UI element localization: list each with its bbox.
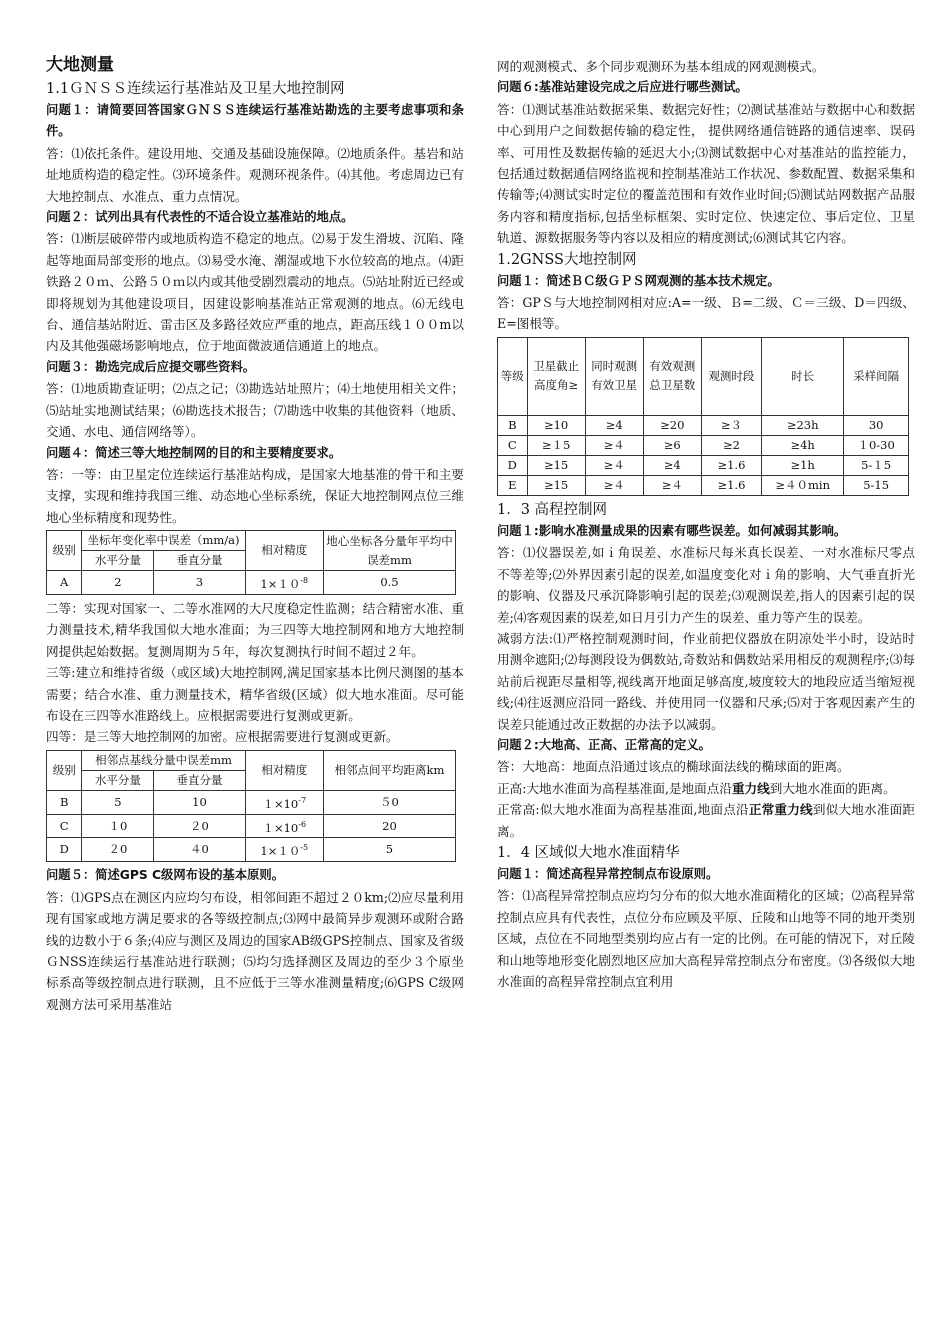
section-heading-1-2: 1.2GNSS大地控制网 — [497, 251, 637, 268]
table-cell: ≥1h — [762, 455, 844, 475]
table-cell: 10 — [154, 790, 245, 814]
baseline-accuracy-table — [46, 750, 456, 862]
text-span: 到大地水准面的距离。 — [769, 780, 896, 796]
question-7: 问题１：简述ＢＣ级ＧＰＳ网观测的基本技术规定。 — [497, 273, 780, 288]
table-cell: C — [47, 814, 82, 838]
question-5: 问题５：简述GPS C级网布设的基本原则。 — [46, 868, 285, 883]
section-heading-1-3: 1．3 高程控制网 — [497, 501, 608, 518]
document-title: 大地测量 — [46, 55, 114, 75]
table-cell: ≥４ — [643, 475, 701, 495]
answer-4-first-order: 答：一等：由卫星定位连续运行基准站构成，是国家大地基准的骨干和主要支撑，实现和维持我国三维、动态地心坐标系统，保证大地控制网点位三维地心坐标精度和现势性。 — [46, 466, 464, 525]
rel-exp: -6 — [298, 819, 307, 829]
gps-observation-table — [497, 337, 909, 496]
answer-5-continued: 网的观测模式、多个同步观测环为基本组成的网观测模式。 — [497, 59, 825, 74]
table-cell: E — [498, 475, 528, 495]
answer-3: 答：⑴地质勘查证明；⑵点之记；⑶勘选站址照片；⑷土地使用相关文件；⑸站址实地测试结果；⑹勘选技术报告；⑺勘选中收集的其他资料（地质、交通、水电、通信网络等）。 — [46, 381, 464, 440]
table-header-distance: 相邻点间平均距离km — [323, 750, 455, 790]
table-cell: B — [498, 415, 528, 435]
text-span: 正常高:似大地水准面为高程基准面,地面点沿 — [497, 802, 749, 818]
table-cell — [245, 838, 323, 862]
table-cell: ≥4h — [762, 435, 844, 455]
table-header-interval: 采样间隔 — [844, 337, 909, 415]
table-row — [47, 790, 456, 814]
table-cell: B — [47, 790, 82, 814]
table-header-coord-rate: 坐标年变化率中误差（mm/a) — [82, 531, 245, 551]
table-header-vertical: 垂直分量 — [154, 551, 245, 571]
rel-base: 1×１０ — [260, 844, 301, 859]
table-cell: C — [498, 435, 528, 455]
table-row — [47, 838, 456, 862]
question-3: 问题３：勘选完成后应提交哪些资料。 — [46, 359, 256, 374]
answer-4-fourth-order: 四等：是三等大地控制网的加密。应根据需要进行复测或更新。 — [46, 729, 399, 745]
table-cell: ≥1.6 — [701, 455, 761, 475]
table-cell — [245, 790, 323, 814]
left-column — [46, 52, 464, 1015]
table-cell: ≥10 — [527, 415, 585, 435]
table-cell: ２0 — [154, 814, 245, 838]
rel-base: １×10 — [262, 796, 299, 811]
table-row — [498, 415, 909, 435]
table-cell: ≥15 — [527, 455, 585, 475]
answer-5: 答：⑴GPS点在测区内应均匀布设，相邻间距不超过２０km;⑵应尽量利用现有国家或地方满足要求的各等级控制点;⑶网中最简异步观测环或附合路线的边数小于６条;⑷应与测区及周边的国家AB级GPS控制点、国家及省级ＧNSS连续运行基准站进行联测；⑸均匀选择测区及周边的至少３个原坐标系高等级控制点进行联测，且不应低于三等水准测量精度;⑹GPS C级网观测方法可采用基准站 — [46, 889, 464, 1012]
table-header-baseline: 相邻点基线分量中误差mm — [82, 750, 245, 770]
table-header-relative-accuracy: 相对精度 — [245, 750, 323, 790]
first-order-accuracy-table — [46, 530, 456, 595]
table-cell: 3 — [154, 571, 245, 595]
table-cell: 30 — [844, 415, 909, 435]
table-cell: １0-30 — [844, 435, 909, 455]
table-header-total-sats: 有效观测总卫星数 — [643, 337, 701, 415]
table-cell: ≥6 — [643, 435, 701, 455]
table-cell: ５0 — [323, 790, 455, 814]
question-1: 问题１：请简要回答国家ＧＮＳＳ连续运行基准站勘选的主要考虑事项和条件。 — [46, 103, 464, 139]
table-cell: 5 — [323, 838, 455, 862]
table-cell: 5-15 — [844, 475, 909, 495]
question-10: 问题１：简述高程异常控制点布设原则。 — [497, 866, 719, 881]
answer-8-errors: 答：⑴仪器误差,如ｉ角误差、水准标尺每米真长误差、一对水准标尺零点不等差等;⑵外界因素引起的误差,如温度变化对ｉ角的影响、大气垂直折光的影响、仪器及尺承沉降影响引起的误差;⑶观测误差,指人的因素引起的误差;⑷客观因素的误差,如日月引力产生的误差、重力等产生的误差。 — [497, 545, 915, 625]
table-cell: ≥23h — [762, 415, 844, 435]
table-row — [498, 455, 909, 475]
question-4: 问题４：简述三等大地控制网的目的和主要精度要求。 — [46, 445, 342, 460]
answer-10: 答：⑴高程异常控制点应均匀分布的似大地水准面精化的区域；⑵高程异常控制点应具有代表性，点位分布应顾及平原、丘陵和山地等不同的地开类别区域，点位在不同地型类别均应占有一定的比例。在可能的情况下，对丘陵和山地等地形变化剧烈地区应加大高程异常控制点分布密度。⑶各级似大地水准面的高程异常控制点宜利用 — [497, 888, 915, 989]
table-cell: ≥１5 — [527, 435, 585, 455]
table-cell: 0.5 — [323, 571, 455, 595]
answer-9-normal-height — [497, 799, 915, 842]
question-8: 问题１:影响水准测量成果的因素有哪些误差。如何减弱其影响。 — [497, 523, 847, 538]
table-row — [498, 475, 909, 495]
table-header-level: 级别 — [47, 531, 82, 571]
table-cell: ≥2 — [701, 435, 761, 455]
bold-term: 正常重力线 — [748, 802, 813, 818]
table-cell: D — [498, 455, 528, 475]
text-span: 正高:大地水准面为高程基准面,是地面点沿 — [497, 780, 732, 796]
table-cell: ≥4 — [643, 455, 701, 475]
text-span: 到似大地水准面距离。 — [497, 802, 916, 839]
answer-8-methods: 减弱方法:⑴严格控制观测时间，作业前把仪器放在阴凉处半小时，设站时用测伞遮阳;⑵每测段设为偶数站,奇数站和偶数站采用相反的观测程序;⑶每站前后视距尽量相等,视线离开地面足够高度,坡度较大的地段应适当缩短视线;⑷往返测应沿同一路线、并使用同一仪器和尺承;⑸对于客观因素产生的误差只能通过改正数据的办法予以减弱。 — [497, 630, 915, 732]
answer-9-orthometric-height — [497, 778, 915, 799]
table-header-sessions: 观测时段 — [701, 337, 761, 415]
table-cell: ≥1.6 — [701, 475, 761, 495]
answer-2: 答：⑴断层破碎带内或地质构造不稳定的地点。⑵易于发生滑坡、沉陷、隆起等地面局部变形的地点。⑶易受水淹、潮湿或地下水位较高的地点。⑷距铁路２０ｍ、公路５０ｍ以内或其他受剧烈震动的地点。⑸站址附近已经或即将规划为其他建设项目，因建设影响基准站正常观测的地点。⑹无线电台、通信基站附近、雷击区及多路径效应严重的地点，距高压线１００m以内及其他强磁场影响地点，位于地面微波通信通道上的地点。 — [46, 231, 464, 354]
section-heading-1-4: 1．4 区域似大地水准面精华 — [497, 844, 680, 861]
rel-base: １×10 — [262, 820, 299, 835]
rel-exp: -8 — [300, 576, 309, 586]
table-header-level: 级别 — [47, 750, 82, 790]
question-2: 问题２：试列出具有代表性的不适合设立基准站的地点。 — [46, 210, 354, 225]
right-column — [497, 56, 915, 992]
answer-1: 答：⑴依托条件。建设用地、交通及基础设施保障。⑵地质条件。基岩和站址地质构造的稳定性。⑶环境条件。观测环视条件。⑷其他。考虑周边已有大地控制点、水准点、重力点情况。 — [46, 145, 464, 204]
answer-4-third-order: 三等:建立和维持省级（或区域)大地控制网,满足国家基本比例尺测图的基本需要；结合水准、重力测量技术，精华省级(区域）似大地水准面。尽可能布设在三四等水准路线上。应根据需要进行复测或更新。 — [46, 665, 464, 723]
table-cell: ≥４ — [585, 455, 643, 475]
rel-exp: -5 — [300, 843, 309, 853]
table-header-relative-accuracy: 相对精度 — [245, 531, 323, 571]
table-header-sim-sats: 同时观测有效卫星 — [585, 337, 643, 415]
answer-4-second-order: 二等：实现对国家一、二等水准网的大尺度稳定性监测；结合精密水准、重力测量技术,精华我国似大地水准面；为三四等大地控制网和地方大地控制网提供起始数据。复测周期为５年，每次复测执行时间不超过２年。 — [46, 600, 464, 659]
section-heading-1-1: 1.1ＧＮＳＳ连续运行基准站及卫星大地控制网 — [46, 81, 345, 97]
table-cell: 2 — [82, 571, 154, 595]
table-cell: 20 — [323, 814, 455, 838]
table-header-geocentric: 地心坐标各分量年平均中误差mm — [323, 531, 455, 571]
table-row — [47, 571, 456, 595]
table-header-cutoff: 卫星截止高度角≥ — [527, 337, 585, 415]
question-6: 问题６:基准站建设完成之后应进行哪些测试。 — [497, 80, 748, 95]
rel-exp: -7 — [298, 795, 307, 805]
table-cell: ≥４ — [585, 475, 643, 495]
table-cell: ≥15 — [527, 475, 585, 495]
table-cell: 5-１5 — [844, 455, 909, 475]
table-cell: ≥4 — [585, 415, 643, 435]
table-header-vertical: 垂直分量 — [154, 770, 245, 790]
bold-term: 重力线 — [731, 780, 770, 796]
table-cell: A — [47, 571, 82, 595]
question-9: 问题２:大地高、正高、正常高的定义。 — [497, 737, 711, 752]
table-header-duration: 时长 — [762, 337, 844, 415]
table-header-horizontal: 水平分量 — [82, 770, 154, 790]
table-cell — [245, 814, 323, 838]
table-header-horizontal: 水平分量 — [82, 551, 154, 571]
table-row — [47, 814, 456, 838]
table-cell: ≥４０min — [762, 475, 844, 495]
table-cell: ≥20 — [643, 415, 701, 435]
table-row — [498, 435, 909, 455]
table-cell: ４0 — [154, 838, 245, 862]
table-header-grade: 等级 — [498, 337, 528, 415]
table-cell: 5 — [82, 790, 154, 814]
answer-6: 答：⑴测试基准站数据采集、数据完好性；⑵测试基准站与数据中心和数据中心到用户之间数据传输的稳定性， 提供网络通信链路的通信速率、误码率、可用性及数据传输的延迟大小;⑶测试数据中心对基准站的监控能力，包括通过数据通信网络监视和控制基准站工作状况、参数配置、数据采集和传输等;⑷测试实时定位的覆盖范围和有效作业时间;⑸测试站网数据产品服务内容和精度指标,包括坐标框架、实时定位、快速定位、事后定位、卫星轨道、源数据服务等内容以及相应的精度测试;⑹测试其它内容。 — [497, 101, 915, 246]
table-cell — [245, 571, 323, 595]
table-cell: D — [47, 838, 82, 862]
table-cell: ≥４ — [585, 435, 643, 455]
table-cell: １0 — [82, 814, 154, 838]
table-cell: ≥３ — [701, 415, 761, 435]
answer-9-geodetic-height: 答：大地高：地面点沿通过该点的椭球面法线的椭球面的距离。 — [497, 759, 850, 775]
answer-7: 答：GPＳ与大地控制网相对应:A=一级、Ｂ=二级、Ｃ＝三级、D＝四级、E=图根等。 — [497, 295, 915, 332]
table-cell: ２0 — [82, 838, 154, 862]
rel-base: 1×１０ — [260, 576, 301, 591]
